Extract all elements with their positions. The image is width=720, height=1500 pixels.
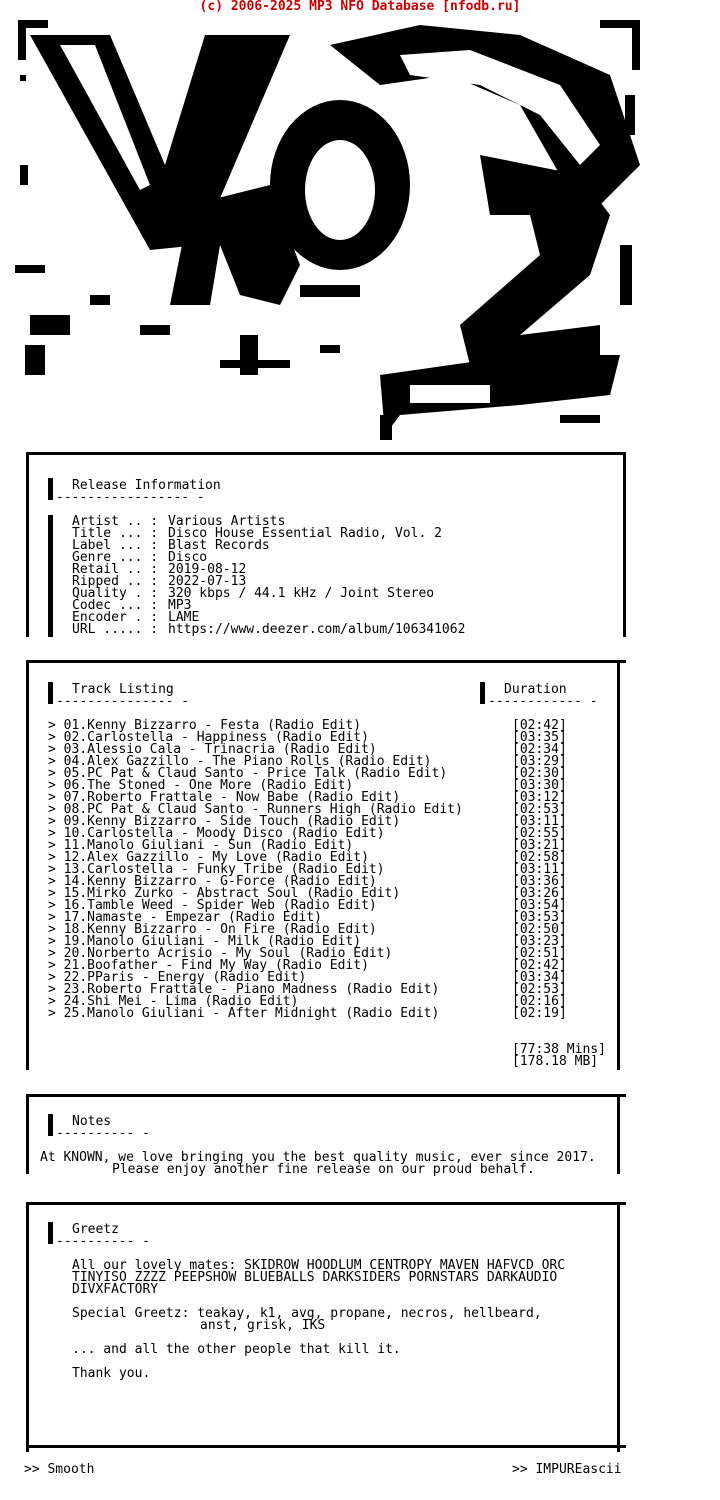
release-field-value: Disco House Essential Radio, Vol. 2 — [168, 526, 442, 541]
notes-line: At KNOWN, we love bringing you the best quality music, ever since 2017. — [40, 1150, 596, 1165]
track-title: > 07.Roberto Frattale - Now Babe (Radio Edit) — [48, 790, 401, 805]
track-title: > 19.Manolo Giuliani - Milk (Radio Edit) — [48, 934, 362, 949]
track-duration: [03:54] — [512, 898, 567, 913]
greetz-box-right-border — [617, 1202, 620, 1452]
release-field-key: URL ..... : — [72, 622, 159, 637]
release-field-key: Retail .. : — [72, 562, 159, 577]
tracklist-underline: --------------- - — [56, 694, 190, 709]
duration-heading-bar — [480, 682, 485, 704]
release-field-value: Blast Records — [168, 538, 270, 553]
greetz-heading: Greetz — [72, 1222, 119, 1237]
release-underline: ----------------- - — [56, 490, 205, 505]
footer-left: >> Smooth — [24, 1462, 95, 1477]
notes-box-left-border — [26, 1094, 29, 1174]
release-heading: Release Information — [72, 478, 221, 493]
release-url-link[interactable]: https://www.deezer.com/album/106341062 — [168, 622, 466, 637]
track-duration: [03:11] — [512, 862, 567, 877]
track-title: > 25.Manolo Giuliani - After Midnight (Radio Edit) — [48, 1006, 440, 1021]
logo-signature: sM — [576, 82, 591, 96]
track-title: > 04.Alex Gazzillo - The Piano Rolls (Radio Edit) — [48, 754, 432, 769]
release-field-value: 2022-07-13 — [168, 574, 247, 589]
greetz-thanks: Thank you. — [72, 1366, 151, 1381]
track-title: > 02.Carlostella - Happiness (Radio Edit) — [48, 730, 369, 745]
track-title: > 12.Alex Gazzillo - My Love (Radio Edit) — [48, 850, 369, 865]
release-field-key: Genre ... : — [72, 550, 159, 565]
tracklist-heading-bar — [48, 682, 53, 704]
track-duration: [03:30] — [512, 778, 567, 793]
track-duration: [03:21] — [512, 838, 567, 853]
track-title: > 23.Roberto Frattale - Piano Madness (Radio Edit) — [48, 982, 440, 997]
track-title: > 09.Kenny Bizzarro - Side Touch (Radio Edit) — [48, 814, 401, 829]
tracklist-box-left-border — [26, 660, 29, 1070]
track-duration: [03:29] — [512, 754, 567, 769]
tracklist-box-right-border — [617, 660, 620, 1070]
greetz-box-left-border — [26, 1202, 29, 1452]
release-box-right-border — [623, 452, 626, 637]
track-duration: [03:35] — [512, 730, 567, 745]
track-duration: [02:42] — [512, 718, 567, 733]
total-size: [178.18 MB] — [512, 1054, 599, 1069]
track-duration: [02:53] — [512, 982, 567, 997]
track-title: > 06.The Stoned - One More (Radio Edit) — [48, 778, 354, 793]
track-duration: [02:34] — [512, 742, 567, 757]
release-field-value: MP3 — [168, 598, 192, 613]
release-field-value: 2019-08-12 — [168, 562, 247, 577]
release-field-key: Title ... : — [72, 526, 159, 541]
release-fields-bar — [48, 515, 53, 637]
track-title: > 17.Namaste - Empezar (Radio Edit) — [48, 910, 322, 925]
notes-box-right-border — [617, 1094, 620, 1174]
track-title: > 18.Kenny Bizzarro - On Fire (Radio Edit) — [48, 922, 377, 937]
notes-line: Please enjoy another fine release on our proud behalf. — [112, 1162, 535, 1177]
track-title: > 22.PParis - Energy (Radio Edit) — [48, 970, 307, 985]
track-duration: [02:42] — [512, 958, 567, 973]
track-title: > 16.Tamble Weed - Spider Web (Radio Edit) — [48, 898, 377, 913]
track-title: > 20.Norberto Acrisio - My Soul (Radio Edit) — [48, 946, 393, 961]
release-field-key: Ripped .. : — [72, 574, 159, 589]
greetz-mates: DIVXFACTORY — [72, 1282, 159, 1297]
tracklist-box-top-border — [26, 660, 626, 663]
release-field-key: Label ... : — [72, 538, 159, 553]
greetz-underline: ---------- - — [56, 1234, 150, 1249]
greetz-box-top-border — [26, 1202, 626, 1205]
greetz-special: Special Greetz: teakay, k1, avg, propane, necros, hellbeard, — [72, 1306, 542, 1321]
track-title: > 15.Mirko Zurko - Abstract Soul (Radio Edit) — [48, 886, 401, 901]
release-field-value: LAME — [168, 610, 200, 625]
release-field-key: Artist .. : — [72, 514, 159, 529]
release-field-value: Various Artists — [168, 514, 286, 529]
track-duration: [02:16] — [512, 994, 567, 1009]
notes-box-top-border — [26, 1094, 626, 1097]
notes-heading-bar — [48, 1114, 53, 1136]
track-duration: [03:36] — [512, 874, 567, 889]
track-title: > 01.Kenny Bizzarro - Festa (Radio Edit) — [48, 718, 362, 733]
greetz-heading-bar — [48, 1222, 53, 1244]
greetz-others: ... and all the other people that kill it. — [72, 1342, 401, 1357]
notes-heading: Notes — [72, 1114, 112, 1129]
notes-underline: ---------- - — [56, 1126, 150, 1141]
release-field-key: Encoder . : — [72, 610, 159, 625]
release-field-key: Codec ... : — [72, 598, 159, 613]
track-title: > 10.Carlostella - Moody Disco (Radio Edit) — [48, 826, 385, 841]
track-title: > 03.Alessio Cala - Trinacria (Radio Edit) — [48, 742, 377, 757]
greetz-mates: TINYISO ZZZZ PEEPSHOW BLUEBALLS DARKSIDERS PORNSTARS DARKAUDIO — [72, 1270, 558, 1285]
track-duration: [02:55] — [512, 826, 567, 841]
track-title: > 11.Manolo Giuliani - Sun (Radio Edit) — [48, 838, 354, 853]
footer-right: >> IMPUREascii — [512, 1462, 622, 1477]
track-duration: [02:58] — [512, 850, 567, 865]
tracklist-heading: Track Listing — [72, 682, 174, 697]
ascii-logo-art — [0, 15, 720, 460]
release-box-top-border — [26, 452, 626, 455]
track-title: > 08.PC Pat & Claud Santo - Runners High (Radio Edit) — [48, 802, 463, 817]
track-title: > 24.Shi Mei - Lima (Radio Edit) — [48, 994, 299, 1009]
release-box-left-border — [26, 452, 29, 637]
track-duration: [03:53] — [512, 910, 567, 925]
duration-heading: Duration — [504, 682, 567, 697]
greetz-mates: All our lovely mates: SKIDROW HOODLUM CENTROPY MAVEN HAFVCD ORC — [72, 1258, 566, 1273]
track-duration: [03:34] — [512, 970, 567, 985]
total-time: [77:38 Mins] — [512, 1042, 606, 1057]
release-field-key: Quality . : — [72, 586, 159, 601]
release-field-value: Disco — [168, 550, 208, 565]
greetz-box-bottom-border — [26, 1445, 626, 1448]
release-field-value: 320 kbps / 44.1 kHz / Joint Stereo — [168, 586, 435, 601]
track-title: > 13.Carlostella - Funky Tribe (Radio Edit) — [48, 862, 385, 877]
track-duration: [02:19] — [512, 1006, 567, 1021]
track-duration: [03:12] — [512, 790, 567, 805]
release-heading-bar — [48, 478, 53, 500]
duration-underline: ------------ - — [488, 694, 598, 709]
track-duration: [02:53] — [512, 802, 567, 817]
track-title: > 14.Kenny Bizzarro - G-Force (Radio Edit) — [48, 874, 377, 889]
track-duration: [02:50] — [512, 922, 567, 937]
track-duration: [03:23] — [512, 934, 567, 949]
track-duration: [03:26] — [512, 886, 567, 901]
nfodb-header: (c) 2006-2025 MP3 NFO Database [nfodb.ru] — [199, 0, 521, 14]
track-duration: [02:51] — [512, 946, 567, 961]
greetz-special: anst, grisk, IKS — [200, 1318, 326, 1333]
track-title: > 21.Boofather - Find My Way (Radio Edit) — [48, 958, 369, 973]
track-title: > 05.PC Pat & Claud Santo - Price Talk (Radio Edit) — [48, 766, 448, 781]
track-duration: [02:30] — [512, 766, 567, 781]
track-duration: [03:11] — [512, 814, 567, 829]
